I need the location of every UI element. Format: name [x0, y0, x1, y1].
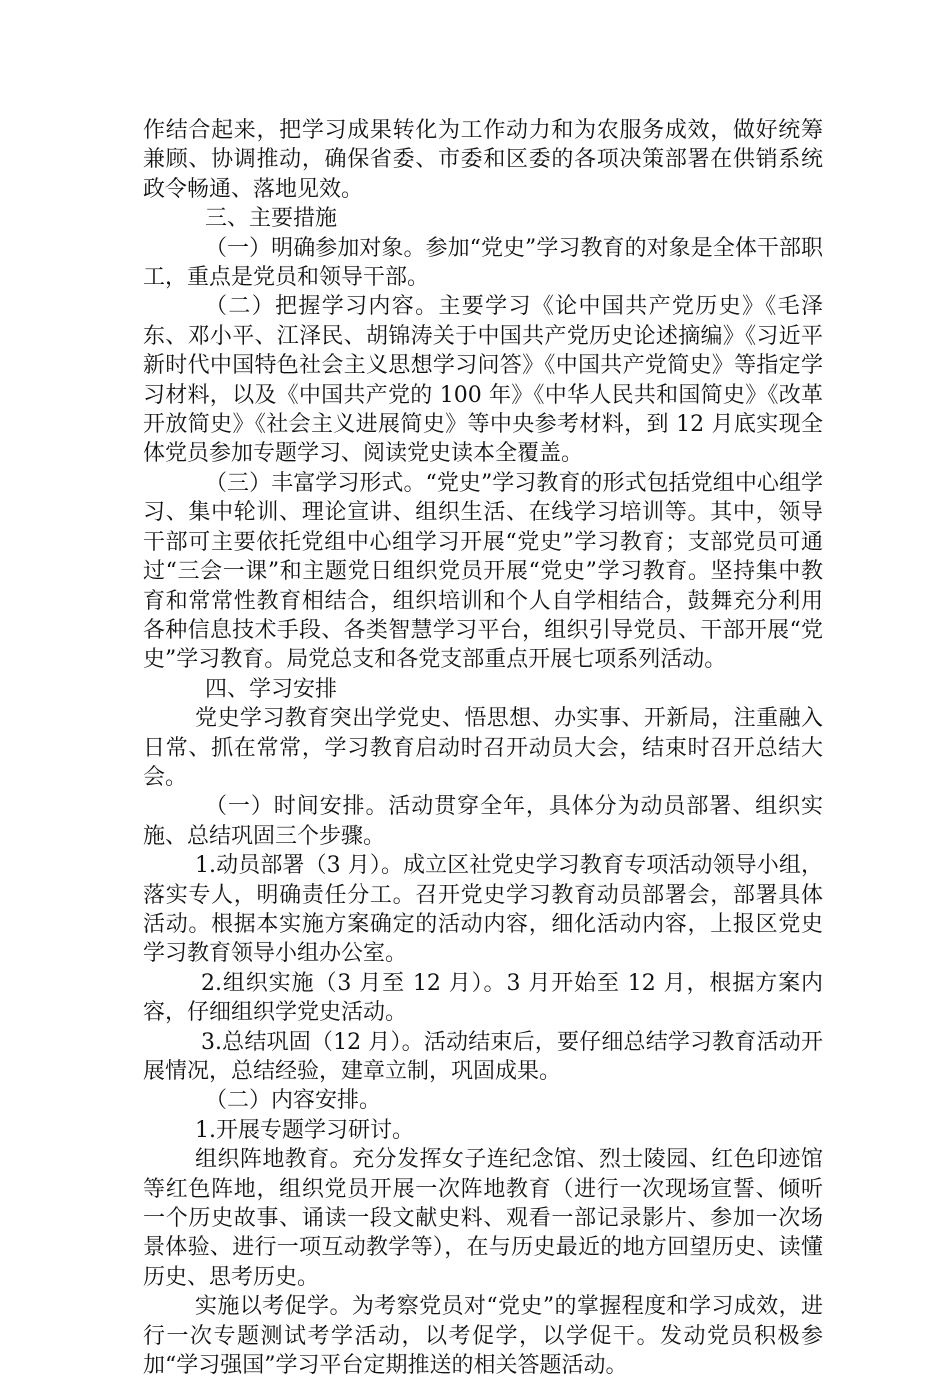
section-heading-arrangement: 四、学习安排 [205, 676, 338, 702]
paragraph-time-arrangement: （一）时间安排。活动贯穿全年，具体分为动员部署、组织实施、总结巩固三个步骤。 [143, 794, 823, 849]
paragraph-arrangement-intro: 党史学习教育突出学党史、悟思想、办实事、开新局，注重融入日常、抓在常常，学习教育启动时召开动员大会，结束时召开总结大会。 [143, 706, 823, 790]
paragraph-step-consolidate: 3.总结巩固（12 月）。活动结束后，要仔细总结学习教育活动开展情况，总结经验，建章立制，巩固成果。 [143, 1029, 823, 1084]
paragraph-study-content: （二）把握学习内容。主要学习《论中国共产党历史》《毛泽东、邓小平、江泽民、胡锦涛关于中国共产党历史论述摘编》《习近平新时代中国特色社会主义思想学习问答》《中国共产党简史》等指定学习材料，以及《中国共产党的 100 年》《中华人民共和国简史》《改革开放简史》《社会主义进展简史》等中央参考材料，到 12 月底实现全体党员参加专题学习、阅读党史读本全覆盖。 [143, 294, 823, 467]
paragraph-exam-study: 实施以考促学。为考察党员对“党史”的掌握程度和学习成效，进行一次专题测试考学活动，以考促学，以学促干。发动党员积极参加“学习强国”学习平台定期推送的相关答题活动。 [143, 1294, 823, 1379]
paragraph-site-education: 组织阵地教育。充分发挥女子连纪念馆、烈士陵园、红色印迹馆等红色阵地，组织党员开展一次阵地教育（进行一次现场宣誓、倾听一个历史故事、诵读一段文献史料、观看一部记录影片、参加一次场景体验、进行一项互动教学等），在与历史最近的地方回望历史、读懂历史、思考历史。 [143, 1147, 823, 1290]
paragraph-study-forms: （三）丰富学习形式。“党史”学习教育的形式包括党组中心组学习、集中轮训、理论宣讲、组织生活、在线学习培训等。其中，领导干部可主要依托党组中心组学习开展“党史”学习教育；支部党员可通过“三会一课”和主题党日组织党员开展“党史”学习教育。坚持集中教育和常常性教育相结合，组织培训和个人自学相结合，鼓舞充分利用各种信息技术手段、各类智慧学习平台，组织引导党员、干部开展“党史”学习教育。局党总支和各党支部重点开展七项系列活动。 [143, 470, 823, 673]
paragraph-content-arrangement: （二）内容安排。 [205, 1088, 382, 1114]
paragraph-participants: （一）明确参加对象。参加“党史”学习教育的对象是全体干部职工，重点是党员和领导干部。 [143, 235, 823, 291]
section-heading-measures: 三、主要措施 [205, 206, 338, 232]
paragraph-special-study: 1.开展专题学习研讨。 [195, 1117, 414, 1143]
document-page [143, 116, 823, 1380]
paragraph-step-implement: 2.组织实施（3 月至 12 月）。3 月开始至 12 月，根据方案内容，仔细组织学党史活动。 [143, 970, 823, 1026]
paragraph-step-mobilize: 1.动员部署（3 月）。成立区社党史学习教育专项活动领导小组，落实专人，明确责任分工。召开党史学习教育动员部署会，部署具体活动。根据本实施方案确定的活动内容，细化活动内容，上报区党史学习教育领导小组办公室。 [143, 853, 823, 967]
paragraph-continuation: 作结合起来，把学习成果转化为工作动力和为农服务成效，做好统筹兼顾、协调推动，确保省委、市委和区委的各项决策部署在供销系统政令畅通、落地见效。 [143, 118, 823, 202]
